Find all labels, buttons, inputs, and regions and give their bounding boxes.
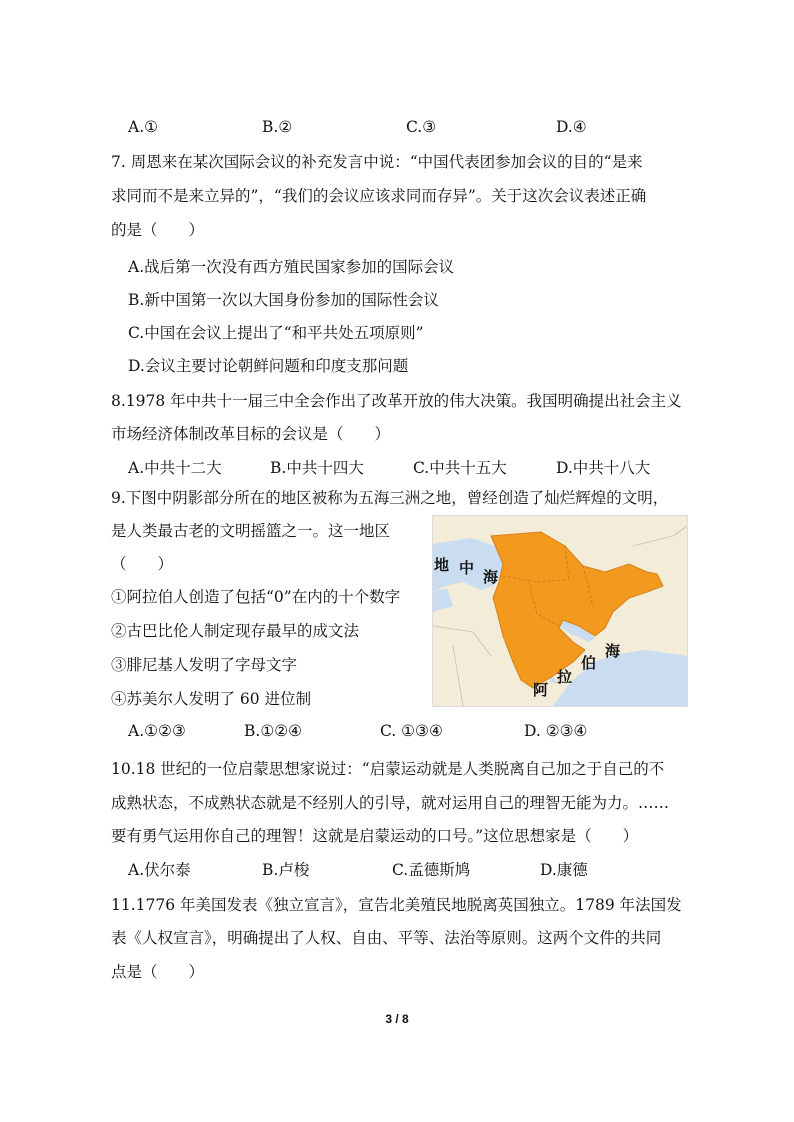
q7-stem-line-2: 求同而不是来立异的”，“我们的会议应该求同而存异”。关于这次会议表述正确 [111,187,647,205]
q10-option-d: D.康德 [540,861,588,879]
map-label-di: 地 [434,556,450,574]
q8-option-d: D.中共十八大 [556,459,651,477]
map-label-la: 拉 [557,668,573,686]
q7-option-b: B.新中国第一次以大国身份参加的国际性会议 [128,291,439,309]
q6-option-d: D.④ [556,118,587,136]
q10-stem-line-1: 10.18 世纪的一位启蒙思想家说过：“启蒙运动就是人类脱离自己加之于自己的不 [111,760,665,778]
map-label-hai-2: 海 [605,642,621,660]
q9-statement-2: ②古巴比伦人制定现存最早的成文法 [111,622,360,640]
q8-option-a: A.中共十二大 [128,459,222,477]
q8-stem-line-2: 市场经济体制改革目标的会议是（ ） [111,425,391,443]
map-label-a: 阿 [533,681,549,699]
map-label-hai-1: 海 [483,568,499,586]
q9-stem-line-2: 是人类最古老的文明摇篮之一。这一地区 [111,522,391,540]
q9-stem-line-3: （ ） [111,555,174,573]
q9-statement-1: ①阿拉伯人创造了包括“0”在内的十个数字 [111,588,401,606]
page-number: 3 / 8 [385,1012,409,1026]
q7-stem-line-3: 的是（ ） [111,221,205,239]
q9-option-a: A.①②③ [128,722,186,740]
q9-option-d: D. ②③④ [524,722,588,740]
q7-stem-line-1: 7. 周恩来在某次国际会议的补充发言中说：“中国代表团参加会议的目的“是来 [111,153,643,171]
q10-stem-line-2: 成熟状态，不成熟状态就是不经别人的引导，就对运用自己的理智无能为力。…… [111,794,670,812]
map-label-zhong: 中 [459,559,475,577]
q7-option-d: D.会议主要讨论朝鲜问题和印度支那问题 [128,357,409,375]
q9-statement-3: ③腓尼基人发明了字母文字 [111,656,298,674]
q10-stem-line-3: 要有勇气运用你自己的理智！这就是启蒙运动的口号。”这位思想家是（ ） [111,827,639,845]
q7-option-a: A.战后第一次没有西方殖民国家参加的国际会议 [128,258,455,276]
q6-option-c: C.③ [406,118,437,136]
q10-option-b: B.卢梭 [262,861,310,879]
q6-option-a: A.① [128,118,159,136]
q9-option-b: B.①②④ [244,722,303,740]
q8-stem-line-1: 8.1978 年中共十一届三中全会作出了改革开放的伟大决策。我国明确提出社会主义 [111,392,682,410]
q11-stem-line-3: 点是（ ） [111,963,205,981]
q11-stem-line-1: 11.1776 年美国发表《独立宣言》，宣告北美殖民地脱离英国独立。1789 年法国发 [111,896,682,914]
q9-statement-4: ④苏美尔人发明了 60 进位制 [111,690,312,708]
middle-east-map [432,515,688,707]
q10-option-a: A.伏尔泰 [128,861,191,879]
q9-option-c: C. ①③④ [380,722,443,740]
q6-option-b: B.② [262,118,293,136]
q7-option-c: C.中国在会议上提出了“和平共处五项原则” [128,324,424,342]
q10-option-c: C.孟德斯鸠 [392,861,471,879]
q8-option-b: B.中共十四大 [270,459,364,477]
q8-option-c: C.中共十五大 [413,459,507,477]
q9-stem-line-1: 9.下图中阴影部分所在的地区被称为五海三洲之地，曾经创造了灿烂辉煌的文明， [111,489,669,507]
q11-stem-line-2: 表《人权宣言》，明确提出了人权、自由、平等、法治等原则。这两个文件的共同 [111,929,662,947]
map-label-bo: 伯 [581,654,597,672]
